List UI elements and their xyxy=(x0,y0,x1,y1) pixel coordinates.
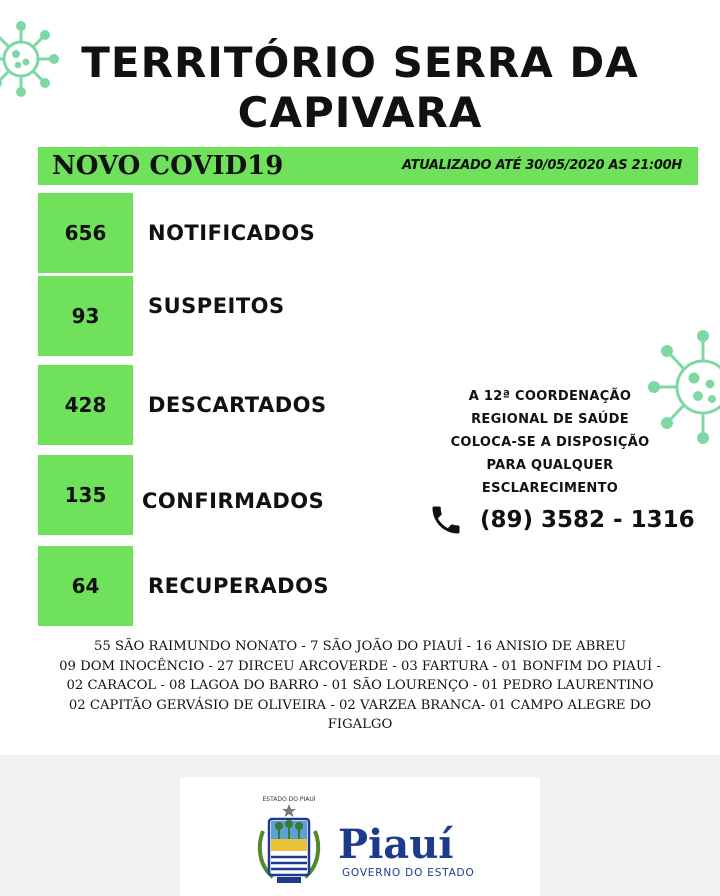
stat-value: 93 xyxy=(38,276,133,356)
city-line: 09 DOM INOCÊNCIO - 27 DIRCEU ARCOVERDE - 03 FARTURA - 01 BONFIM DO PIAUÍ - xyxy=(59,658,661,674)
phone-icon xyxy=(428,502,464,538)
title-line: TERRITÓRIO SERRA DA xyxy=(81,38,639,87)
contact-line: PARA QUALQUER xyxy=(486,458,614,473)
contact-line: COLOCA-SE A DISPOSIÇÃO xyxy=(450,435,650,450)
city-line: 55 SÃO RAIMUNDO NONATO - 7 SÃO JOÃO DO PIAUÍ - 16 ANISIO DE ABREU xyxy=(94,639,626,654)
state-emblem-icon xyxy=(249,791,329,887)
phone-number: (89) 3582 - 1316 xyxy=(480,507,695,533)
contact-line: REGIONAL DE SAÚDE xyxy=(471,412,629,427)
city-breakdown xyxy=(40,637,680,735)
state-subtitle: GOVERNO DO ESTADO xyxy=(342,867,475,879)
page-title xyxy=(30,38,690,138)
stat-label: NOTIFICADOS xyxy=(148,221,316,245)
contact-line: ESCLARECIMENTO xyxy=(481,481,619,496)
stat-value: 64 xyxy=(38,546,133,626)
status-banner xyxy=(38,147,698,185)
stat-row-notificados xyxy=(38,193,368,273)
government-logo xyxy=(180,777,540,896)
state-name: Piauí xyxy=(338,821,454,868)
stat-label: SUSPEITOS xyxy=(148,294,285,318)
updated-timestamp: ATUALIZADO ATÉ 30/05/2020 AS 21:00H xyxy=(402,158,682,173)
stat-label: DESCARTADOS xyxy=(148,393,327,417)
stat-row-recuperados xyxy=(38,546,368,626)
contact-message xyxy=(440,385,660,500)
title-line: CAPIVARA xyxy=(237,88,483,137)
banner-label: NOVO COVID19 xyxy=(52,151,284,181)
stat-value: 428 xyxy=(38,365,133,445)
stat-value: 656 xyxy=(38,193,133,273)
footer xyxy=(0,755,720,896)
stat-row-descartados xyxy=(38,365,368,445)
stat-row-suspeitos xyxy=(38,276,368,356)
city-line: 02 CAPITÃO GERVÁSIO DE OLIVEIRA - 02 VARZEA BRANCA- 01 CAMPO ALEGRE DO xyxy=(68,697,652,713)
stat-label: CONFIRMADOS xyxy=(142,489,325,513)
city-line: 02 CARACOL - 08 LAGOA DO BARRO - 01 SÃO LOURENÇO - 01 PEDRO LAURENTINO xyxy=(66,678,654,693)
phone-contact xyxy=(428,500,698,540)
contact-line: A 12ª COORDENAÇÃO xyxy=(468,389,632,404)
stat-value: 135 xyxy=(38,455,133,535)
stat-row-confirmados xyxy=(38,455,368,535)
stat-label: RECUPERADOS xyxy=(148,574,330,598)
emblem-caption: ESTADO DO PIAUÍ xyxy=(262,796,316,803)
city-line: FIGALGO xyxy=(327,717,393,732)
